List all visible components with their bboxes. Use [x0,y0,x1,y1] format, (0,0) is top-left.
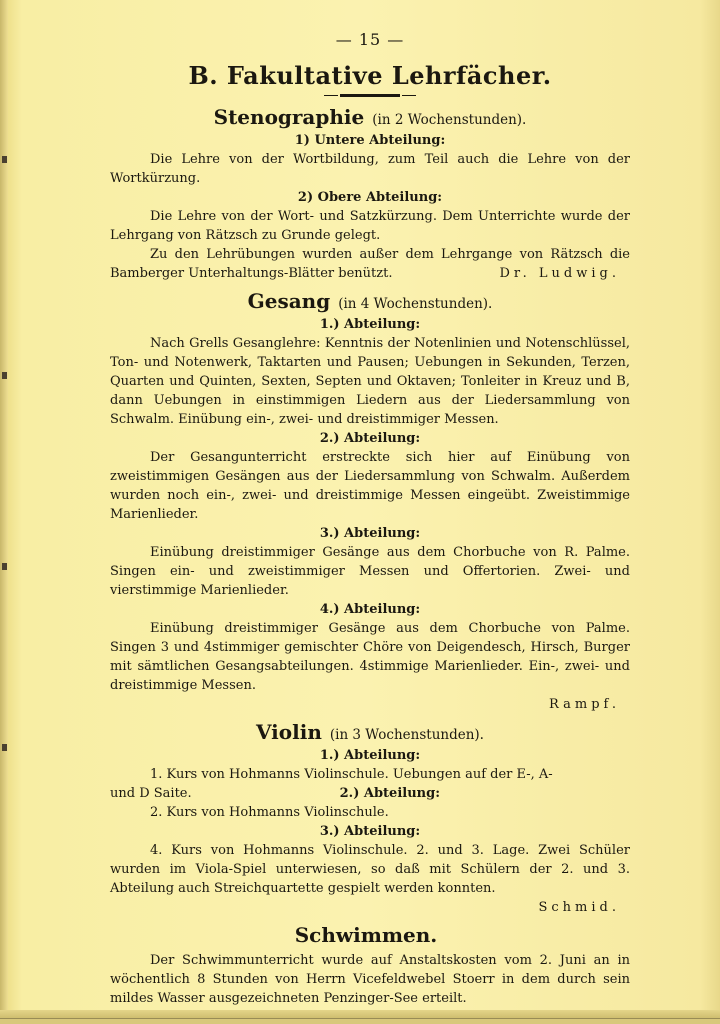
paragraph: Die Lehre von der Wortbildung, zum Teil auch die Lehre von der Wortkürzung. [110,152,630,186]
page-spine [0,0,8,1024]
page-content [110,30,630,1008]
section-hours: (in 3 Wochenstunden). [329,727,484,743]
teacher-signature: Rampf. [549,697,620,712]
margin-mark [2,744,7,751]
teacher-signature: Dr. Ludwig. [499,266,620,281]
subsection-heading: 2.) Abteilung: [319,431,421,446]
subsection-heading: 1.) Abteilung: [319,748,421,763]
paragraph: Einübung dreistimmiger Gesänge aus dem Chorbuche von R. Palme. Singen ein- und zweistimmiger Messen und Offertorien. Zwei- und vierstimmige Marienlieder. [110,545,630,598]
paragraph: 2. Kurs von Hohmanns Violinschule. [150,805,389,820]
section-title: Stenographie [213,105,365,129]
page-bottom-edge [0,1010,720,1024]
paragraph: 4. Kurs von Hohmanns Violinschule. 2. und 3. Lage. Zwei Schüler wurden im Viola-Spiel unterwiesen, so daß mit Schülern der 2. und 3. Abteilung auch Streichquartette gespielt werden konnten. [110,843,630,896]
margin-mark [2,563,7,570]
paragraph: 1. Kurs von Hohmanns Violinschule. Uebungen auf der E-, A- [150,767,553,782]
section-stenographie-heading [110,105,630,129]
subsection-heading: 4.) Abteilung: [319,602,421,617]
subsection-heading: 1) Untere Abteilung: [294,133,446,148]
section-schwimmen-heading [110,923,630,947]
paragraph-continuation [110,784,630,803]
paragraph: Der Schwimmunterricht wurde auf Anstaltskosten vom 2. Juni an in wöchentlich 8 Stunden von Herrn Vicefeldwebel Stoerr in dem durch sein mildes Wasser ausgezeichneten Penzinger-See erteilt. [110,953,630,1006]
page-number: — 15 — [335,30,405,49]
subsection-heading: 3.) Abteilung: [319,824,421,839]
section-gesang-heading [110,289,630,313]
paragraph: und D Saite. [110,786,192,801]
teacher-signature: Schmid. [538,900,620,915]
section-hours: (in 2 Wochenstunden). [372,112,527,128]
section-title: Gesang [247,289,331,313]
paragraph: Die Lehre von der Wort- und Satzkürzung. Dem Unterrichte wurde der Lehrgang von Rätzsch zu Grunde gelegt. [110,209,630,243]
section-title: Violin [256,720,322,744]
section-hours: (in 4 Wochenstunden). [338,296,493,312]
title-divider [340,94,400,97]
page-title: B. Fakultative Lehrfächer. [188,61,552,90]
subsection-heading: 3.) Abteilung: [319,526,421,541]
section-violin-heading [110,720,630,744]
section-title: Schwimmen. [294,923,438,947]
paragraph: Nach Grells Gesanglehre: Kenntnis der Notenlinien und Notenschlüssel, Ton- und Notenwerk, Taktarten und Pausen; Uebungen in Sekunden, Terzen, Quarten und Quinten, Sexten, Septen und Oktaven; Tonleiter in Kreuz und B, dann Uebungen in einstimmigen Liedern aus der Liedersammlung von Schwalm. Einübung ein-, zwei- und dreistimmiger Messen. [110,336,630,427]
margin-mark [2,156,7,163]
paragraph: Einübung dreistimmiger Gesänge aus dem Chorbuche von Palme. Singen 3 und 4stimmiger gemischter Chöre von Deigendesch, Hirsch, Burger mit sämtlichen Gesangsabteilungen. 4stimmige Marienlieder. Ein-, zwei- und dreistimmige Messen. [110,621,630,693]
subsection-heading: 2.) Abteilung: [339,786,440,801]
paragraph: Der Gesangunterricht erstreckte sich hier auf Einübung von zweistimmigen Gesängen aus der Liedersammlung von Schwalm. Außerdem wurden noch ein-, zwei- und dreistimmige Messen eingeübt. Zweistimmige Marienlieder. [110,450,630,522]
subsection-heading: 1.) Abteilung: [319,317,421,332]
subsection-heading: 2) Obere Abteilung: [297,190,443,205]
paragraph: Zu den Lehrübungen wurden außer dem Lehrgange von Rätzsch die Bamberger Unterhaltungs-Blätter benützt. [110,247,630,281]
margin-mark [2,372,7,379]
